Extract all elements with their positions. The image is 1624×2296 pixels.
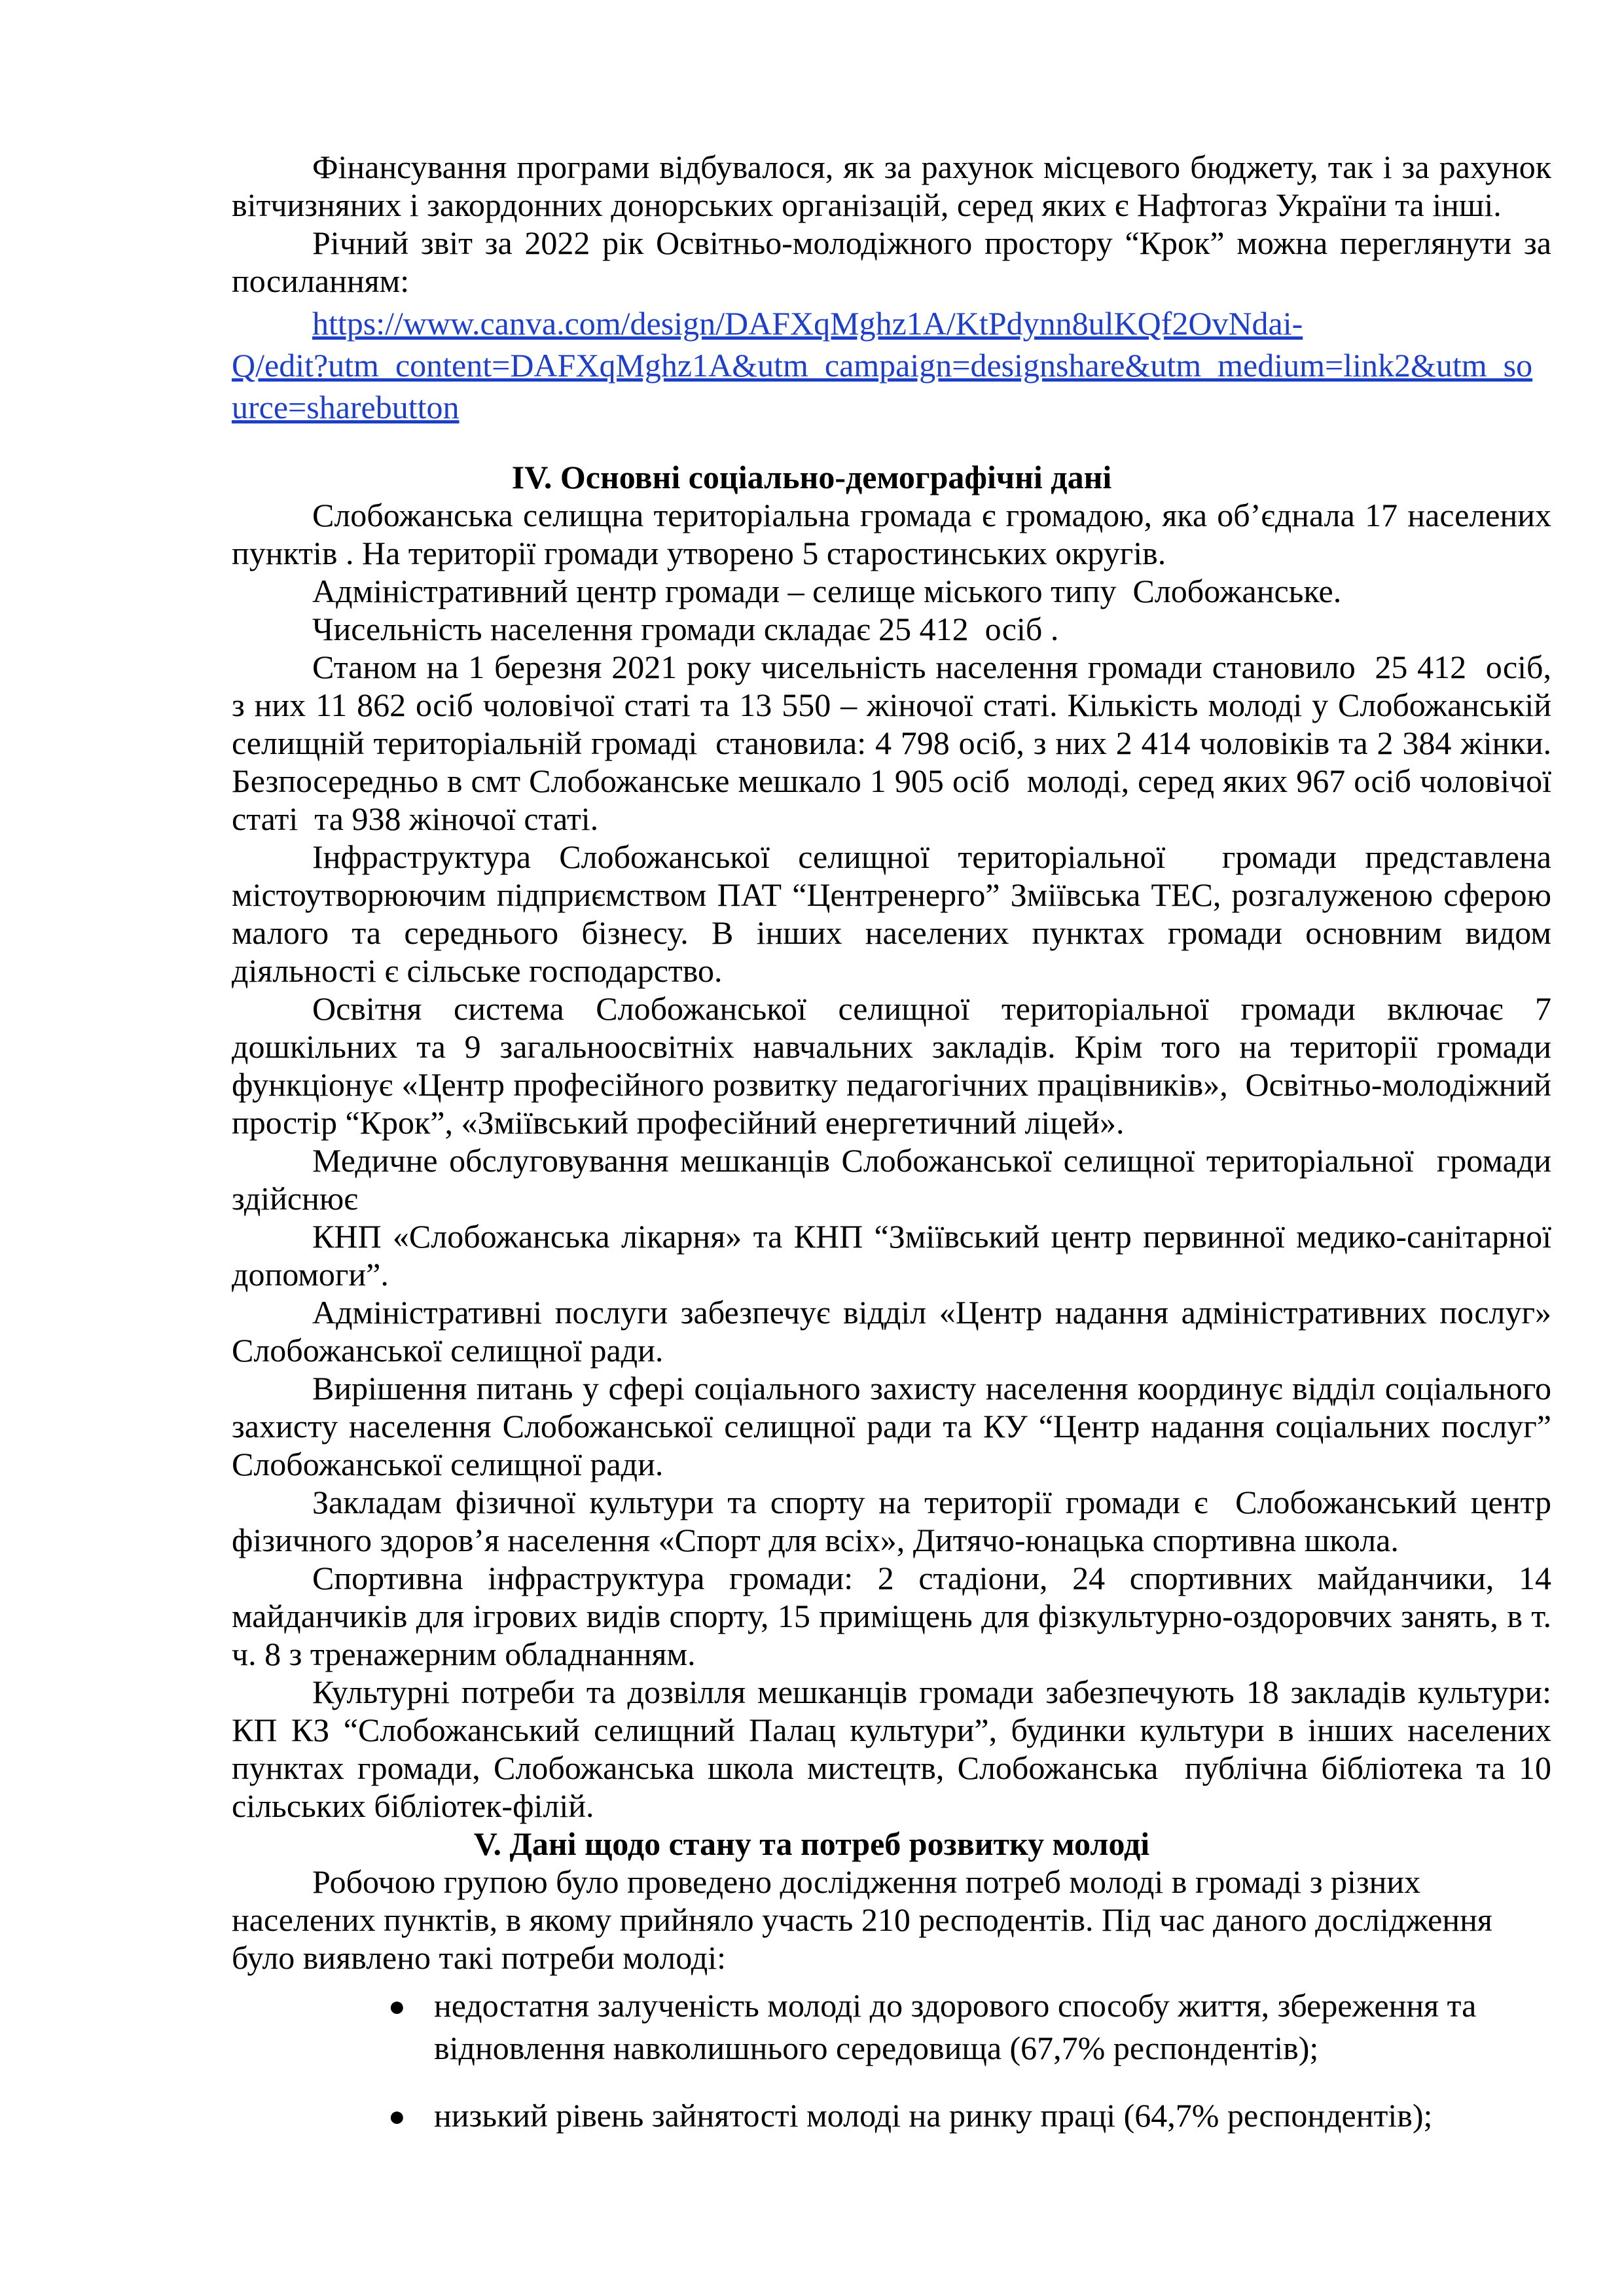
hyperlink-block (232, 302, 1551, 428)
paragraph: Вирішення питань у сфері соціального захисту населення координує відділ соціального захисту населення Слобожанської селищної ради та КУ “Центр надання соціальних послуг” Слобожанської селищної ради. (232, 1370, 1551, 1482)
paragraph: Чисельність населення громади складає 25 412 осіб . (312, 611, 1059, 647)
bullet-item (388, 1984, 1492, 2070)
bullet-icon: ● (388, 2100, 406, 2132)
paragraph: Культурні потреби та дозвілля мешканців громади забезпечують 18 закладів культури: КП КЗ “Слобожанський селищний Палац культури”, будинки культури в інших населених пунктах громади, Слобожанська школа мистецтв, Слобожанська публічна бібліотека та 10 сільських бібліотек-філій. (232, 1674, 1551, 1824)
paragraph: Фінансування програми відбувалося, як за рахунок місцевого бюджету, так і за рахунок вітчизняних і закордонних донорських організацій, серед яких є Нафтогаз України та інші. (232, 149, 1551, 223)
paragraph: Адміністративні послуги забезпечує відділ «Центр надання адміністративних послуг» Слобожанської селищної ради. (232, 1294, 1551, 1369)
paragraph: КНП «Слобожанська лікарня» та КНП “Зміївський центр первинної медико-санітарної допомоги”. (232, 1218, 1551, 1293)
paragraph: Медичне обслуговування мешканців Слобожанської селищної територіальної громади здійснює (232, 1142, 1551, 1217)
paragraph: Інфраструктура Слобожанської селищної територіальної громади представлена містоутворюючим підприємством ПАТ “Центренерго” Зміївська ТЕС, розгалуженою сферою малого та середнього бізнесу. В інших населених пунктах громади основним видом діяльності є сільське господарство. (232, 838, 1551, 989)
bullet-icon: ● (388, 1990, 406, 2022)
section-heading-iv: IV. Основні соціально-демографічні дані (511, 459, 1112, 495)
bullet-text: недостатня залученість молоді до здорового способу життя, збереження та відновлення навколишнього середовища (67,7% респондентів); (434, 1987, 1477, 2066)
paragraph: Станом на 1 березня 2021 року чисельність населення громади становило 25 412 осіб, з них 11 862 осіб чоловічої статі та 13 550 – жіночої статі. Кількість молоді у Слобожанській селищній територіальній громаді становила: 4 798 осіб, з них 2 414 чоловіків та 2 384 жінки. Безпосередньо в смт Слобожанське мешкало 1 905 осіб молоді, серед яких 967 осіб чоловічої статі та 938 жіночої статі. (232, 649, 1551, 837)
section-heading-v: V. Дані щодо стану та потреб розвитку молоді (473, 1825, 1150, 1862)
paragraph: Слобожанська селищна територіальна громада є громадою, яка об’єднала 17 населених пунктів . На території громади утворено 5 старостинських округів. (232, 497, 1551, 571)
canva-report-link-line-3[interactable]: urce=sharebutton (232, 389, 460, 425)
bullet-item (388, 2094, 1492, 2137)
canva-report-link-line-1[interactable]: https://www.canva.com/design/DAFXqMghz1A/KtPdynn8ulKQf2OvNdai- (312, 305, 1303, 342)
canva-report-link-line-2[interactable]: Q/edit?utm_content=DAFXqMghz1A&utm_campaign=designshare&utm_medium=link2&utm_so (232, 347, 1533, 384)
bullet-text: низький рівень зайнятості молоді на ринку праці (64,7% респондентів); (434, 2097, 1433, 2134)
paragraph: Освітня система Слобожанської селищної територіальної громади включає 7 дошкільних та 9 загальноосвітніх навчальних закладів. Крім того на території громади функціонує «Центр професійного розвитку педагогічних працівників», Освітньо-молодіжний простір “Крок”, «Зміївський професійний енергетичний ліцей». (232, 990, 1551, 1141)
paragraph: Робочою групою було проведено дослідження потреб молоді в громаді з різних населених пунктів, в якому прийняло участь 210 респодентів. Під час даного дослідження було виявлено такі потреби молоді: (232, 1863, 1492, 1976)
paragraph: Закладам фізичної культури та спорту на території громади є Слобожанський центр фізичного здоров’я населення «Спорт для всіх», Дитячо-юнацька спортивна школа. (232, 1484, 1551, 1558)
paragraph: Адміністративний центр громади – селище міського типу Слобожанське. (312, 573, 1342, 609)
paragraph: Річний звіт за 2022 рік Освітньо-молодіжного простору “Крок” можна переглянути за посиланням: (232, 224, 1551, 299)
paragraph: Спортивна інфраструктура громади: 2 стадіони, 24 спортивних майданчики, 14 майданчиків для ігрових видів спорту, 15 приміщень для фізкультурно-оздоровчих занять, в т. ч. 8 з тренажерним обладнанням. (232, 1560, 1551, 1672)
